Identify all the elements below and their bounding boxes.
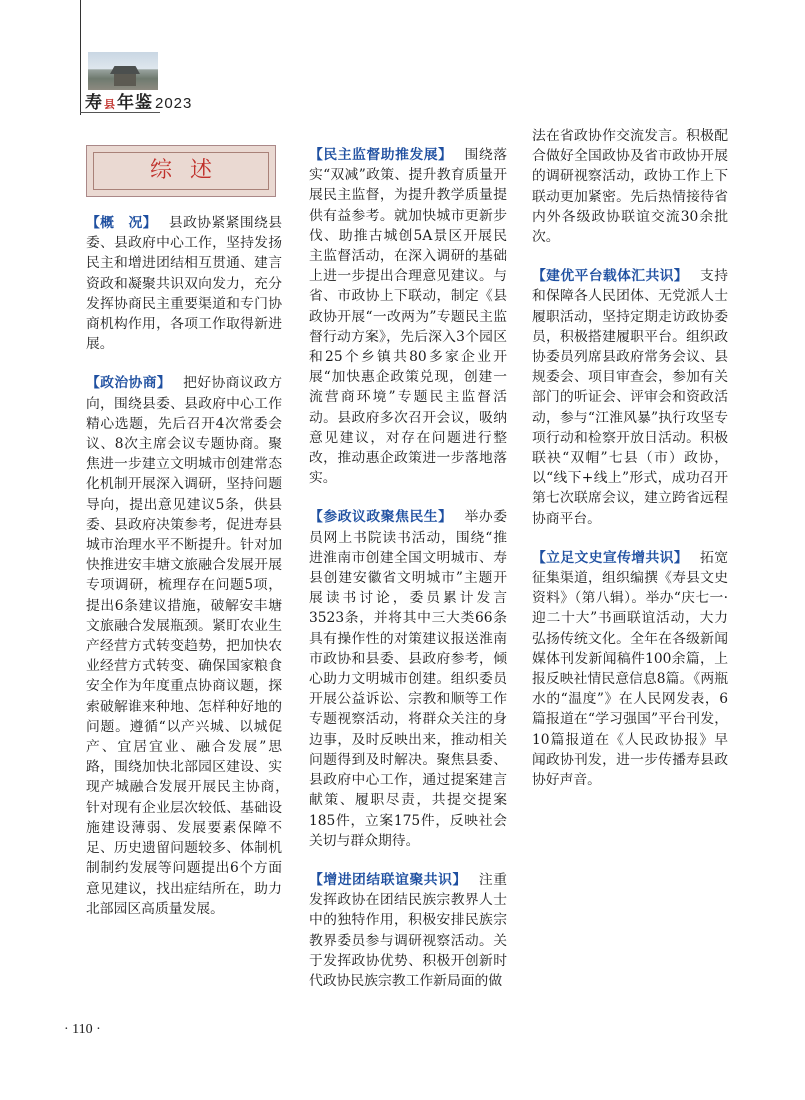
paragraph-heading: 【民主监督助推发展】 xyxy=(309,147,453,163)
paragraph-text: 县政协紧紧围绕县委、县政府中心工作，坚持发扬民主和增进团结相互贯通、建言资政和凝聚共识双向发力，充分发挥协商民主重要渠道和专门协商机构作用，各项工作取得新进展。 xyxy=(86,215,283,353)
paragraph-text-continued: 法在省政协作交流发言。积极配合做好全国政协及省市政协开展的调研视察活动，政协工作上下联动更加紧密。先后热情接待省内外各级政协联谊交流30余批次。 xyxy=(532,128,728,246)
paragraph-text: 围绕落实“双减”政策、提升教育质量开展民主监督，为提升教学质量提供有益参考。就加快城市更新步伐、助推古城创5A景区开展民主监督活动，在深入调研的基础上进一步提出合理意见建议。与省、市政协上下联动，制定《县政协开展“一改两为”专题民主监督行动方案》，先后深入3个园区和25个乡镇共80多家企业开展“加快惠企政策兑现，创建一流营商环境”专题民主监督活动。县政府多次召开会议，吸纳意见建议，对存在问题进行整改，推动惠企政策进一步落地落实。 xyxy=(309,147,508,487)
paragraph-platform xyxy=(532,266,728,529)
logo-year: 2023 xyxy=(155,95,193,112)
text-column-1 xyxy=(86,213,296,919)
section-title-box xyxy=(86,145,276,197)
paragraph-democratic-supervision xyxy=(309,145,507,488)
page-number: · 110 · xyxy=(64,1022,101,1037)
paragraph-unity xyxy=(309,870,507,991)
gate-body xyxy=(114,74,136,86)
header-photo xyxy=(88,52,158,90)
paragraph-overview xyxy=(86,213,282,354)
paragraph-text: 举办委员网上书院读书活动，围绕“推进淮南市创建全国文明城市、寿县创建安徽省文明城市”主题开展读书讨论，委员累计发言3523条，并将其中三大类66条具有操作性的对策建议报送淮南市政协和县委、县政府参考，倾心助力文明城市创建。组织委员开展公益诉讼、宗教和顺等工作专题视察活动，将群众关注的身边事，及时反映出来，推动相关问题得到及时解决。聚焦县委、县政府中心工作，通过提案建言献策、履职尽责，共提交提案185件，立案175件，反映社会关切与群众期待。 xyxy=(309,509,508,849)
text-column-2 xyxy=(309,126,507,991)
paragraph-political-consultation xyxy=(86,373,296,918)
logo-seal: 县 xyxy=(104,98,116,111)
paragraph-text: 拓宽征集渠道，组织编撰《寿县文史资料》（第八辑）。举办“庆七一·迎二十大”书画联谊活动，大力弘扬传统文化。全年在各级新闻媒体刊发新闻稿件100余篇，上报反映社情民意信息8篇。《两瓶水的“温度”》在人民网发表，6篇报道在“学习强国”平台刊发，10篇报道在《人民政协报》早闻政协刊发，进一步传播寿县政协好声音。 xyxy=(532,549,729,789)
paragraph-heading: 【建优平台载体汇共识】 xyxy=(532,268,689,285)
text-column-3 xyxy=(532,126,728,790)
logo-char: 寿 xyxy=(85,93,103,113)
paragraph-heading: 【政治协商】 xyxy=(86,375,172,392)
paragraph-heading: 【增进团结联谊聚共识】 xyxy=(309,871,467,888)
paragraph-continued xyxy=(532,126,728,247)
paragraph-heading: 【参政议政聚焦民生】 xyxy=(309,509,453,526)
paragraph-heading: 【立足文史宣传增共识】 xyxy=(532,549,689,566)
paragraph-culture-history xyxy=(532,548,728,790)
logo-word: 年鉴 xyxy=(117,93,153,113)
gate-roof xyxy=(110,66,140,74)
paragraph-livelihood xyxy=(309,507,507,850)
paragraph-heading: 【概 况】 xyxy=(86,215,157,231)
section-title: 综述 xyxy=(149,158,230,183)
paragraph-text: 把好协商议政方向，围绕县委、县政府中心工作精心选题，先后召开4次常委会议、8次主席会议专题协商。聚焦进一步建立文明城市创建常态化机制开展深入调研，坚持问题导向，提出意见建议5条，供县委、县政府决策参考，促进寿县城市治理水平不断提升。针对加快推进安丰塘文旅融合发展开展专项调研，梳理存在问题5项，提出6条建议措施，破解安丰塘文旅融合发展瓶颈。紧盯农业生产经营方式转变趋势，把加快农业经营方式转变、确保国家粮食安全作为年度重点协商议题，探索破解谁来种地、怎样种好地的问题。遵循“以产兴城、以城促产、宜居宜业、融合发展”思路，围绕加快北部园区建设、实现产城融合发展开展民主协商， 针对现有企业层次较低、基础设施建设薄弱、发展要素保障不足、历史遗留问题较多、体制机制制约发展等问题提出6个方面意见建议，找出症结所在，助力北部园区高质量发展。 xyxy=(86,375,296,917)
yearbook-logo xyxy=(85,88,192,113)
header-rule-vertical xyxy=(80,0,81,115)
paragraph-text: 注重发挥政协在团结民族宗教界人士中的独特作用，积极安排民族宗教界委员参与调研视察活动。关于发挥政协优势、积极开创新时代政协民族宗教工作新局面的做 xyxy=(309,871,508,989)
paragraph-text: 支持和保障各人民团体、无党派人士履职活动，坚持定期走访政协委员，积极搭建履职平台。组织政协委员列席县政府常务会议、县规委会、项目审查会，参加有关部门的听证会、评审会和资政活动，参与“江淮风暴”执行攻坚专项行动和检察开放日活动。积极联袂“双帽”七县（市）政协，以“线下+线上”形式，成功召开第七次联席会议，建立跨省远程协商平台。 xyxy=(532,268,729,527)
